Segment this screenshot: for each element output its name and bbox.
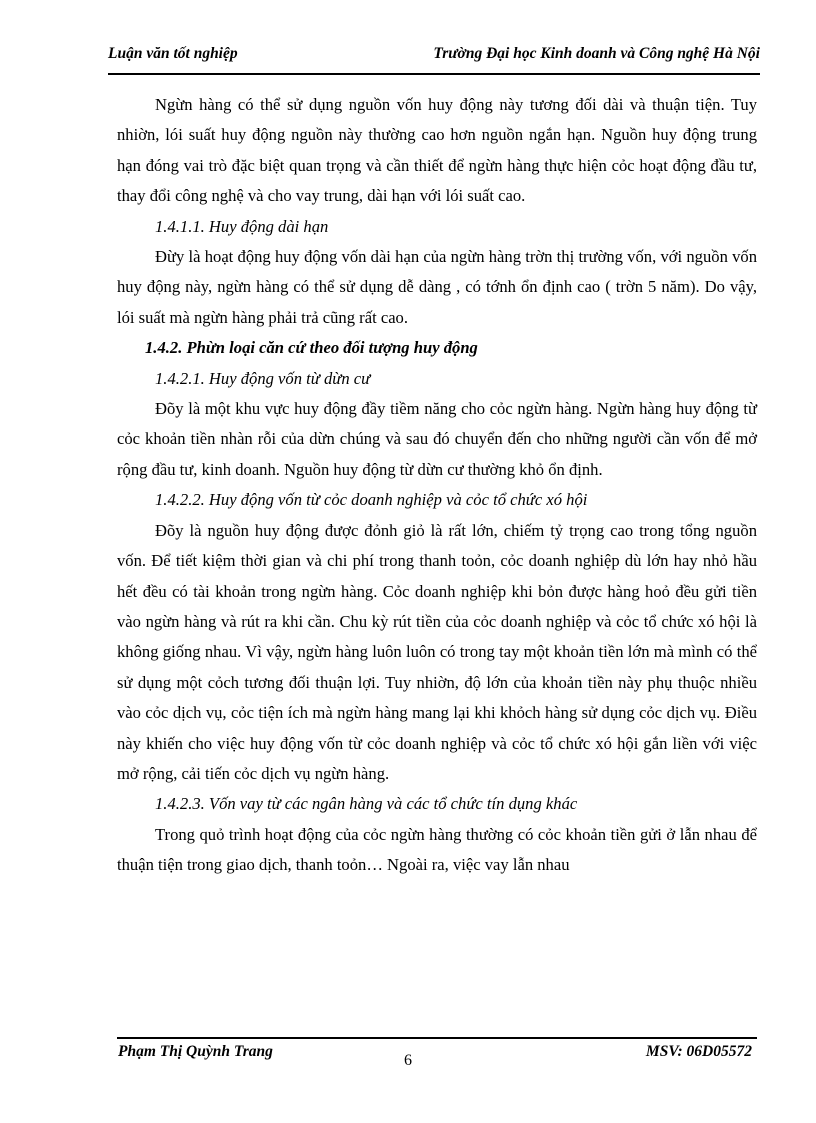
- paragraph: Trong quỏ trình hoạt động của cỏc ngừn hàng thường có cỏc khoản tiền gửi ở lẫn nhau để thuận tiện trong giao dịch, thanh toỏn… Ngoài ra, việc vay lẫn nhau: [117, 824, 757, 875]
- footer-divider: [117, 1037, 757, 1039]
- page-body: [117, 90, 757, 881]
- paragraph: Đõy là một khu vực huy động đầy tiềm năng cho cỏc ngừn hàng. Ngừn hàng huy động từ cỏc khoản tiền nhàn rỗi của dừn chúng và sau đó chuyển đến cho những người cần vốn để mở rộng đầu tư, kinh doanh. Nguồn huy động từ dừn cư thường khỏ ổn định.: [117, 399, 757, 479]
- page-number: 6: [404, 1052, 412, 1069]
- page-header: [108, 45, 760, 69]
- subheading-1-4-2-3: 1.4.2.3. Vốn vay từ các ngân hàng và các tổ chức tín dụng khác: [155, 794, 578, 814]
- subheading-1-4-1-1: 1.4.1.1. Huy động dài hạn: [155, 216, 329, 236]
- header-divider: [108, 73, 760, 75]
- footer-author: Phạm Thị Quỳnh Trang: [118, 1043, 273, 1060]
- paragraph: Đõy là nguồn huy động được đỏnh giỏ là rất lớn, chiếm tỷ trọng cao trong tổng nguồn vốn. Để tiết kiệm thời gian và chi phí trong thanh toỏn, cỏc doanh nghiệp dù lớn hay nhỏ hầu hết đều có tài khoản trong ngừn hàng. Cỏc doanh nghiệp khi bỏn được hàng hoỏ đều gửi tiền vào ngừn hàng và rút ra khi cần. Chu kỳ rút tiền của cỏc doanh nghiệp và cỏc tổ chức xó hội là không giống nhau. Vì vậy, ngừn hàng luôn luôn có trong tay một khoản tiền lớn mà mình có thể sử dụng một cỏch tương đối thuận lợi. Tuy nhiờn, độ lớn của khoản tiền này phụ thuộc nhiều vào cỏc dịch vụ, cỏc tiện ích mà ngừn hàng mang lại khi khỏch hàng sử dụng cỏc dịch vụ. Điều này khiến cho việc huy động vốn từ cỏc doanh nghiệp và cỏc tổ chức xó hội gắn liền với việc mở rộng, cải tiến cỏc dịch vụ ngừn hàng.: [117, 520, 757, 783]
- header-university-name: Trường Đại học Kinh doanh và Công nghệ Hà Nội: [433, 45, 760, 62]
- subheading-1-4-2-2: 1.4.2.2. Huy động vốn từ cỏc doanh nghiệp và cỏc tổ chức xó hội: [155, 490, 588, 510]
- section-heading-1-4-2: 1.4.2. Phừn loại căn cứ theo đối tượng huy động: [145, 338, 478, 358]
- footer-student-id: MSV: 06D05572: [645, 1043, 752, 1060]
- header-thesis-label: Luận văn tốt nghiệp: [108, 45, 238, 62]
- subheading-1-4-2-1: 1.4.2.1. Huy động vốn từ dừn cư: [155, 368, 371, 388]
- paragraph: Đừy là hoạt động huy động vốn dài hạn của ngừn hàng trờn thị trường vốn, với nguồn vốn huy động này, ngừn hàng có thể sử dụng dễ dàng , có tớnh ổn định cao ( trờn 5 năm). Do vậy, lói suất mà ngừn hàng phải trả cũng rất cao.: [117, 247, 757, 327]
- paragraph: Ngừn hàng có thể sử dụng nguồn vốn huy động này tương đối dài và thuận tiện. Tuy nhiờn, lói suất huy động nguồn này thường cao hơn nguồn ngắn hạn. Nguồn huy động trung hạn đóng vai trò đặc biệt quan trọng và cần thiết để ngừn hàng thực hiện cỏc hoạt động đầu tư, thay đổi công nghệ và cho vay trung, dài hạn với lói suất cao.: [117, 95, 757, 206]
